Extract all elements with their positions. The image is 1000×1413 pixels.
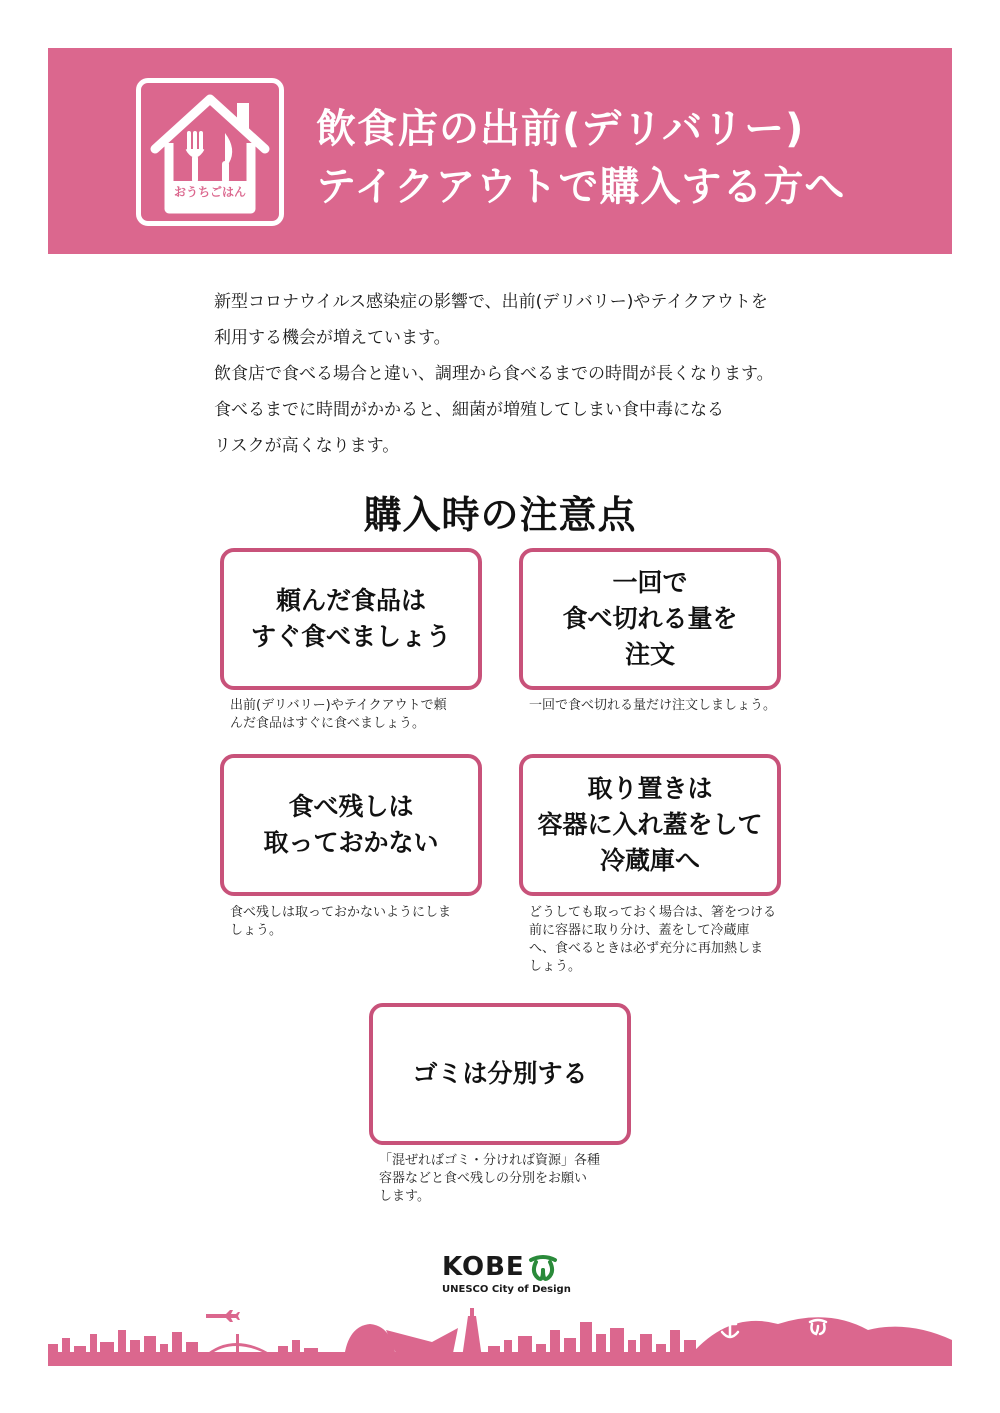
- card-title: 一回で 食べ切れる量を 注文: [562, 568, 738, 669]
- section-title: 購入時の注意点: [363, 493, 637, 537]
- house-fork-knife-icon: [141, 83, 279, 221]
- kobe-logo-word: KOBE: [442, 1252, 525, 1282]
- intro-line: リスクが高くなります。: [214, 436, 400, 456]
- intro-text: [214, 284, 814, 464]
- ouchi-gohan-logo: [136, 78, 284, 226]
- tip-card-separate-trash: [369, 1003, 631, 1145]
- tip-card-eat-immediately: [220, 548, 482, 690]
- airplane-icon: [206, 1310, 240, 1322]
- card-title: ゴミは分別する: [412, 1059, 588, 1088]
- card-title: 食べ残しは 取っておかない: [263, 792, 439, 857]
- page-title: [316, 100, 845, 216]
- card-note: 食べ残しは取っておかないようにしま しょう。: [230, 905, 452, 938]
- intro-line: 食べるまでに時間がかかると、細菌が増殖してしまい食中毒になる: [214, 400, 724, 420]
- card-title: 頼んだ食品は すぐ食べましょう: [250, 586, 451, 651]
- kobe-logo-subtitle: UNESCO City of Design: [442, 1284, 571, 1295]
- intro-line: 飲食店で食べる場合と違い、調理から食べるまでの時間が長くなります。: [214, 364, 774, 384]
- kobe-city-emblem-icon: [528, 1254, 558, 1284]
- card-note: 出前(デリバリー)やテイクアウトで頼 んだ食品はすぐに食べましょう。: [230, 698, 447, 731]
- tip-card-refrigerate: [519, 754, 781, 896]
- logo-caption: おうちごはん: [173, 185, 246, 199]
- kobe-skyline-illustration: [48, 1300, 952, 1366]
- tip-card-no-leftovers: [220, 754, 482, 896]
- card-note: 「混ぜればゴミ・分ければ資源」各種 容器などと食べ残しの分別をお願い します。: [379, 1153, 601, 1204]
- title-line-2: テイクアウトで購入する方へ: [316, 164, 846, 210]
- header-banner: [48, 48, 952, 254]
- intro-line: 利用する機会が増えています。: [214, 328, 451, 348]
- card-note: どうしても取っておく場合は、箸をつける 前に容器に取り分け、蓋をして冷蔵庫 へ、食べるときは必ず充分に再加熱しま しょう。: [529, 905, 777, 974]
- tip-card-order-amount: [519, 548, 781, 690]
- card-note: 一回で食べ切れる量だけ注文しましょう。: [529, 698, 777, 713]
- kobe-logo: [442, 1252, 582, 1300]
- card-title: 取り置きは 容器に入れ蓋をして 冷蔵庫へ: [537, 774, 763, 875]
- title-line-1: 飲食店の出前(デリバリー): [316, 106, 805, 152]
- intro-line: 新型コロナウイルス感染症の影響で、出前(デリバリー)やテイクアウトを: [214, 292, 768, 312]
